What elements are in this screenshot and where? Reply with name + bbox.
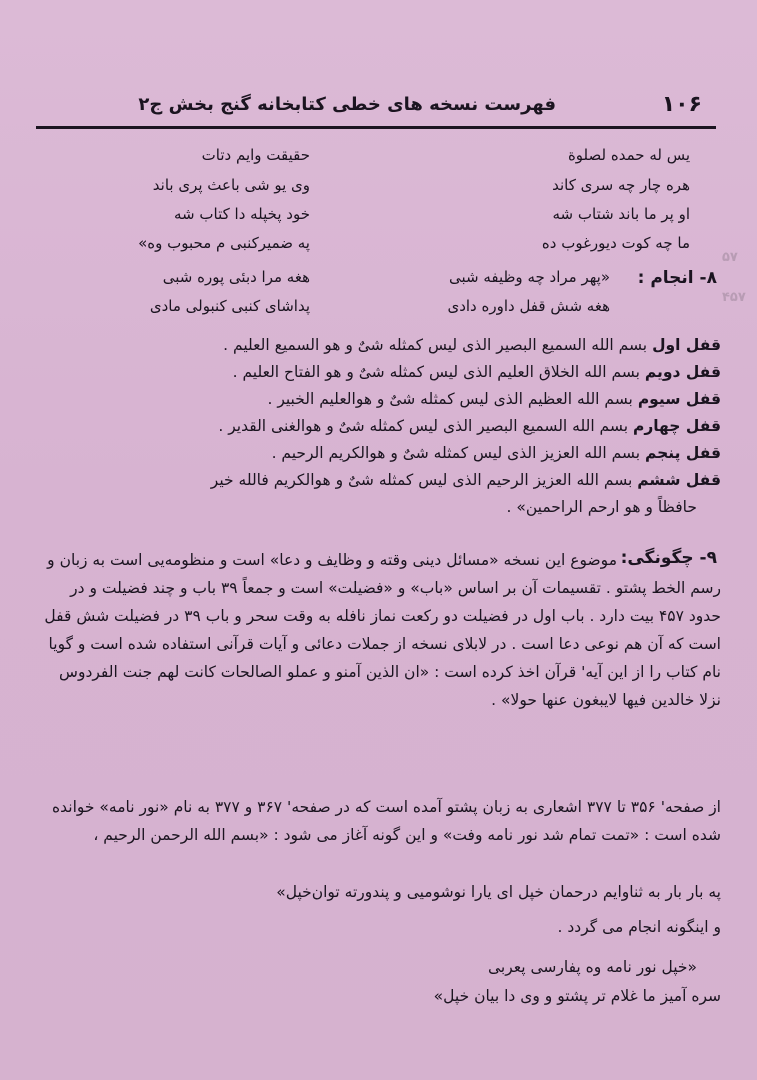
- margin-note: ۵۷: [722, 250, 738, 265]
- locks-list: [41, 332, 721, 521]
- verse-left: پداشای کنبی کنبولی مادی: [149, 297, 310, 315]
- description-para2: از صفحه' ۳۵۶ تا ۳۷۷ اشعاری به زبان پشتو آمده است که در صفحه' ۳۶۷ و ۳۷۷ به نام «نور نامه» خوانده شده است : «تمت تمام شد نور نامه وفت» و این گونه آغاز می شود : «بسم الله الرحمن الرحیم ،: [52, 798, 721, 844]
- verse-right: یس له حمده لصلوة: [567, 146, 690, 164]
- lock-text: بسم الله العزیز الذی لیس کمثله شیٌ و هوالکریم الرحیم .: [271, 444, 641, 462]
- verse-left: په ضمیرکنبی م محبوب وه»: [138, 234, 310, 252]
- lock-line: [41, 467, 721, 494]
- verse-right: هغه شش قفل داوره دادی: [447, 297, 610, 315]
- lock-line: [41, 413, 721, 440]
- lock-line: [41, 332, 721, 359]
- description-body: [41, 546, 721, 714]
- verse-left: وی یو شی باعث پری باند: [152, 176, 310, 194]
- lock-head: قفل پنجم: [644, 444, 721, 462]
- verse-line: «خپل نور نامه وه پفارسی پعربی: [487, 958, 697, 976]
- lock-line: [41, 440, 721, 467]
- lock-continuation: حافظاً و هو ارحم الراحمین» .: [506, 498, 697, 516]
- verse-right: هره چار چه سری کاند: [552, 176, 690, 194]
- verse-left: خود پخپله دا کتاب شه: [174, 205, 310, 223]
- section-label-ending: ۸- انجام :: [637, 268, 717, 288]
- verse-line: په بار بار به ثناوایم درحمان خپل ای یارا نوشومیی و پندورته توان‌خپل»: [276, 883, 721, 901]
- verse-left: هغه مرا دبئی پوره شبی: [162, 268, 310, 286]
- lock-head: قفل سیوم: [637, 390, 721, 408]
- page-number: ۱۰۶: [661, 92, 702, 117]
- margin-note: ۴۵۷: [722, 290, 746, 305]
- verse-right: او پر ما باند شتاب شه: [552, 205, 690, 223]
- lock-text: بسم الله السمیع البصیر الذی لیس کمثله شیٌ و هوالغنی القدیر .: [218, 417, 629, 435]
- section-label-description: ۹- چگونگی:: [620, 548, 717, 568]
- verse-line: سره آمیز ما غلام تر پشتو و وی دا بیان خپل»: [433, 987, 721, 1005]
- lock-head: قفل چهارم: [632, 417, 721, 435]
- verse-right: «پهر مراد چه وظیفه شبی: [448, 268, 610, 286]
- page-title: فهرست نسخه های خطی کتابخانه گنج بخش ج۲: [138, 94, 556, 115]
- page-header: [36, 86, 716, 129]
- verse-left: حقیقت وایم دتات: [201, 146, 310, 164]
- lock-head: قفل ششم: [637, 471, 721, 489]
- lock-text: بسم الله الخلاق العلیم الذی لیس کمثله شیٌ و هو الفتاح العلیم .: [232, 363, 640, 381]
- verse-right: ما چه کوت دیورغوب ده: [541, 234, 690, 252]
- lock-line: [41, 386, 721, 413]
- description-text: موضوع این نسخه «مسائل دینی وقته و وظایف و دعا» است و منظومه‌یی است به زبان و رسم الخط پشتو . تقسیمات آن بر اساس «باب» و «فضیلت» است و جمعاً ۳۹ باب و چند فضیلت و در حدود ۴۵۷ بیت دارد . باب اول در فضیلت دو رکعت نماز نافله به وقت سحر و باب ۳۹ در فضیلت شش قفل است که آن هم نوعی دعا است . در لابلای نسخه از جملات دعائی و آیات قرآنی استفاده شده است و گویا نام کتاب را از این آیه' قرآن اخذ کرده است : «ان الذین آمنو و عملو الصالحات کانت لهم جنت الفردوس نزلا خالدین فیها لایبغون عنها حولا» .: [44, 551, 721, 709]
- lock-head: قفل اول: [652, 336, 721, 354]
- lock-text: بسم الله العزیز الرحیم الذی لیس کمثله شیٌ و هوالکریم فالله خیر: [210, 471, 633, 489]
- lock-text: بسم الله العظیم الذی لیس کمثله شیٌ و هوالعلیم الخبیر .: [267, 390, 633, 408]
- lock-line: [41, 359, 721, 386]
- lock-head: قفل دویم: [644, 363, 721, 381]
- ending-note: و اینگونه انجام می گردد .: [557, 918, 721, 936]
- lock-text: بسم الله السمیع البصیر الذی لیس کمثله شیٌ و هو السمیع العلیم .: [223, 336, 648, 354]
